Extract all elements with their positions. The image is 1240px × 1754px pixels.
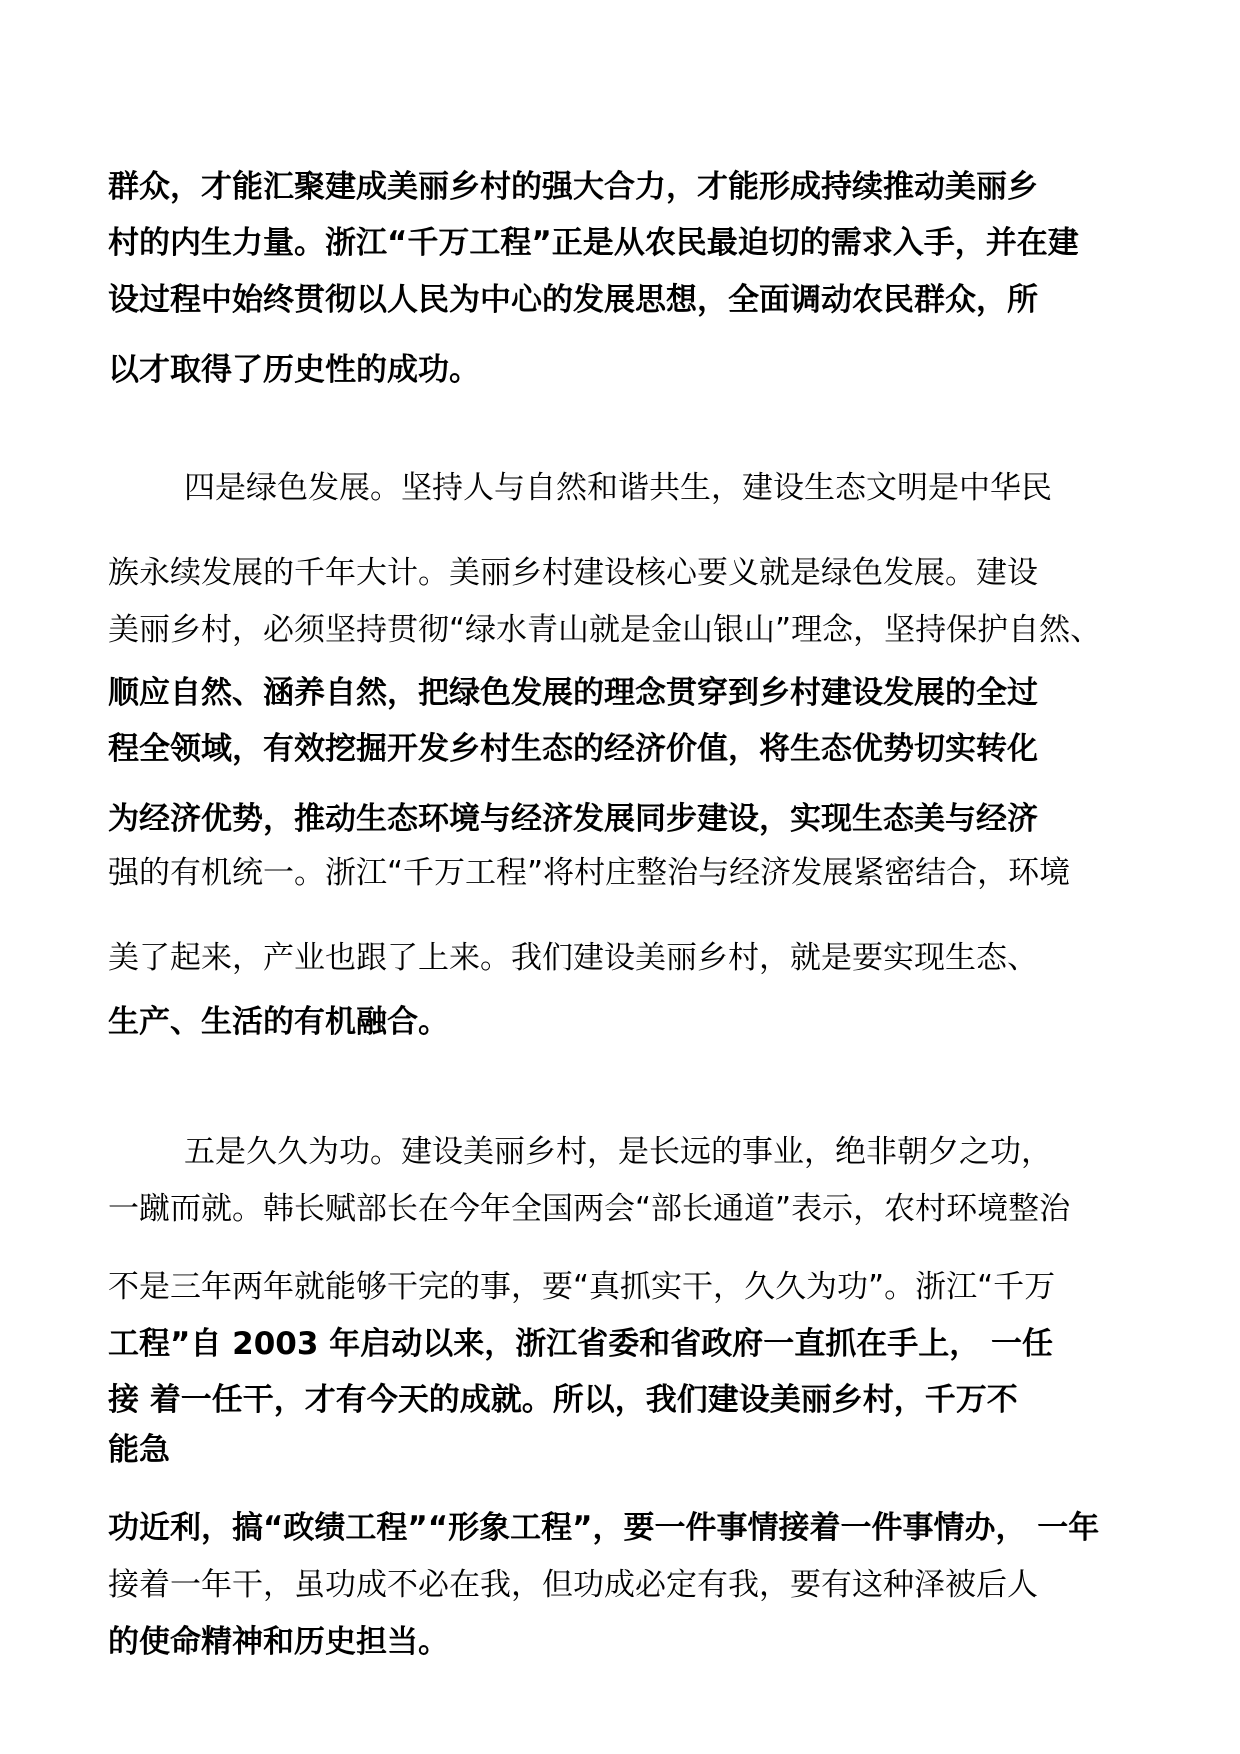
text-line: 能急 — [108, 1432, 170, 1468]
text-line: 美丽乡村，必须坚持贯彻“绿水青山就是金山银山”理念，坚持保护自然、 — [108, 612, 1102, 648]
text-line: 的使命精神和历史担当。 — [108, 1624, 449, 1660]
text-line: 生产、生活的有机融合。 — [108, 1004, 449, 1040]
text-line: 工程”自 2003 年启动以来，浙江省委和省政府一直抓在手上， 一任 — [108, 1326, 1054, 1362]
text-line: 为经济优势，推动生态环境与经济发展同步建设，实现生态美与经济 — [108, 801, 1038, 837]
text-line: 接着一年干，虽功成不必在我，但功成必定有我，要有这种泽被后人 — [108, 1567, 1038, 1603]
text-line: 群众，才能汇聚建成美丽乡村的强大合力，才能形成持续推动美丽乡 — [108, 169, 1038, 205]
text-line: 美了起来，产业也跟了上来。我们建设美丽乡村，就是要实现生态、 — [108, 940, 1038, 976]
text-line: 设过程中始终贯彻以人民为中心的发展思想，全面调动农民群众，所 — [108, 282, 1038, 318]
text-span: 建设美丽乡村，是长远的事业，绝非朝夕之功， — [401, 1134, 1052, 1170]
text-line: 以才取得了历史性的成功。 — [108, 352, 480, 388]
text-line: 功近利，搞“政绩工程”“形象工程”，要一件事情接着一件事情办， 一年 — [108, 1510, 1100, 1546]
paragraph-first-line — [184, 1132, 1052, 1172]
text-line: 一蹴而就。韩长赋部长在今年全国两会“部长通道”表示，农村环境整治 — [108, 1191, 1071, 1227]
text-line: 强的有机统一。浙江“千万工程”将村庄整治与经济发展紧密结合，环境 — [108, 855, 1071, 891]
text-span: 坚持人与自然和谐共生，建设生态文明是中华民 — [401, 470, 1052, 506]
paragraph-heading: 四是绿色发展。 — [184, 470, 401, 506]
paragraph-heading: 五是久久为功。 — [184, 1134, 401, 1170]
paragraph-first-line — [184, 468, 1052, 508]
text-line: 族永续发展的千年大计。美丽乡村建设核心要义就是绿色发展。建设 — [108, 555, 1038, 591]
text-line: 村的内生力量。浙江“千万工程”正是从农民最迫切的需求入手，并在建 — [108, 225, 1079, 261]
text-line: 接 着一任干，才有今天的成就。所以，我们建设美丽乡村，千万不 — [108, 1382, 1018, 1418]
text-line: 不是三年两年就能够干完的事，要“真抓实干，久久为功”。浙江“千万 — [108, 1269, 1056, 1305]
text-line: 程全领域，有效挖掘开发乡村生态的经济价值，将生态优势切实转化 — [108, 731, 1038, 767]
text-line: 顺应自然、涵养自然，把绿色发展的理念贯穿到乡村建设发展的全过 — [108, 675, 1038, 711]
